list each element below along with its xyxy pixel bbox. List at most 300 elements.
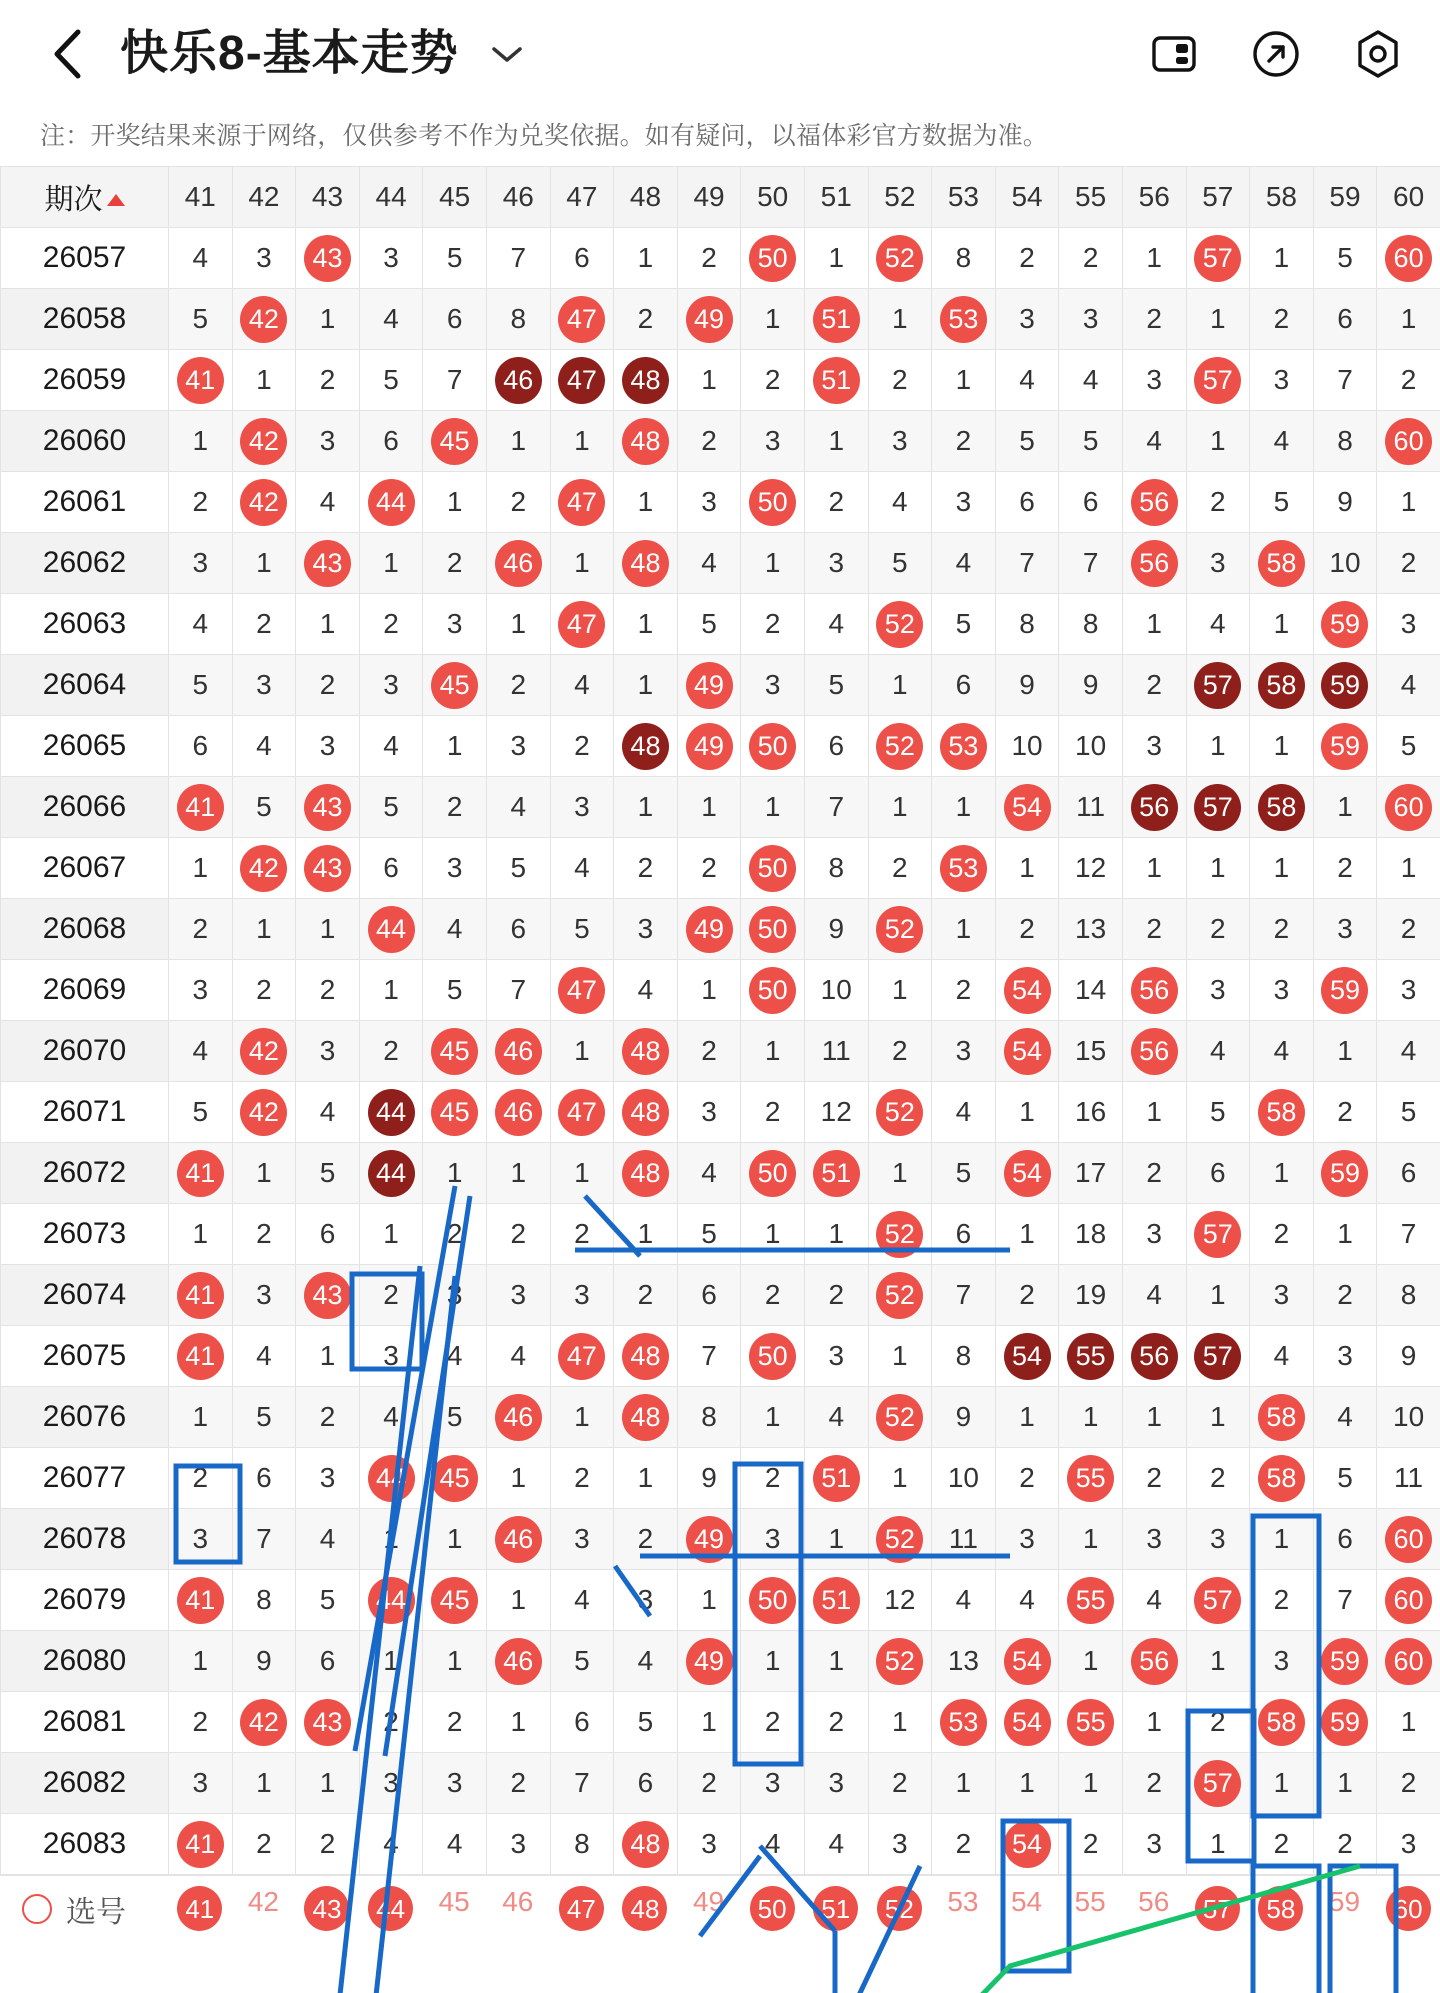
cell-42[interactable]: 3 xyxy=(232,655,296,716)
cell-44[interactable]: 2 xyxy=(359,1021,423,1082)
cell-55[interactable]: 19 xyxy=(1059,1265,1123,1326)
cell-49[interactable]: 2 xyxy=(677,1021,741,1082)
cell-57[interactable]: 1 xyxy=(1186,1265,1250,1326)
cell-45[interactable] xyxy=(423,1570,487,1631)
cell-59[interactable]: 2 xyxy=(1313,1814,1377,1875)
cell-47[interactable]: 2 xyxy=(550,716,614,777)
cell-43[interactable]: 3 xyxy=(296,716,360,777)
cell-45[interactable]: 2 xyxy=(423,533,487,594)
cell-41[interactable]: 1 xyxy=(169,1631,233,1692)
cell-53[interactable]: 7 xyxy=(932,1265,996,1326)
cell-46[interactable]: 1 xyxy=(486,411,550,472)
cell-41[interactable]: 5 xyxy=(169,655,233,716)
cell-51[interactable]: 8 xyxy=(804,838,868,899)
footer-number[interactable] xyxy=(550,1886,614,1931)
footer-number[interactable]: 45 xyxy=(438,1886,470,1917)
column-header-50[interactable]: 50 xyxy=(741,167,805,228)
cell-47[interactable] xyxy=(550,1326,614,1387)
cell-46[interactable]: 1 xyxy=(486,594,550,655)
cell-49[interactable]: 1 xyxy=(677,960,741,1021)
cell-54[interactable]: 2 xyxy=(995,228,1059,289)
cell-54[interactable] xyxy=(995,1143,1059,1204)
column-header-48[interactable]: 48 xyxy=(614,167,678,228)
cell-48[interactable]: 3 xyxy=(614,899,678,960)
table-row[interactable] xyxy=(1,960,1440,1021)
cell-52[interactable]: 3 xyxy=(868,1814,932,1875)
cell-58[interactable] xyxy=(1250,1692,1314,1753)
cell-46[interactable]: 8 xyxy=(486,289,550,350)
cell-54[interactable]: 3 xyxy=(995,1509,1059,1570)
cell-51[interactable]: 4 xyxy=(804,594,868,655)
cell-44[interactable]: 1 xyxy=(359,960,423,1021)
cell-53[interactable]: 2 xyxy=(932,1814,996,1875)
cell-49[interactable]: 6 xyxy=(677,1265,741,1326)
cell-59[interactable]: 5 xyxy=(1313,1448,1377,1509)
table-row[interactable] xyxy=(1,1143,1440,1204)
cell-57[interactable]: 3 xyxy=(1186,960,1250,1021)
cell-56[interactable]: 1 xyxy=(1122,1387,1186,1448)
cell-50[interactable] xyxy=(741,1143,805,1204)
cell-42[interactable] xyxy=(232,1021,296,1082)
cell-49[interactable] xyxy=(677,899,741,960)
title-group[interactable] xyxy=(120,27,525,80)
cell-52[interactable] xyxy=(868,228,932,289)
cell-56[interactable] xyxy=(1122,960,1186,1021)
column-header-52[interactable]: 52 xyxy=(868,167,932,228)
cell-47[interactable]: 1 xyxy=(550,533,614,594)
cell-57[interactable]: 4 xyxy=(1186,594,1250,655)
cell-55[interactable]: 15 xyxy=(1059,1021,1123,1082)
cell-46[interactable] xyxy=(486,1021,550,1082)
cell-56[interactable]: 1 xyxy=(1122,1692,1186,1753)
cell-46[interactable] xyxy=(486,350,550,411)
cell-52[interactable]: 2 xyxy=(868,1021,932,1082)
cell-60[interactable] xyxy=(1377,411,1440,472)
cell-54[interactable]: 3 xyxy=(995,289,1059,350)
cell-55[interactable]: 13 xyxy=(1059,899,1123,960)
cell-56[interactable]: 1 xyxy=(1122,838,1186,899)
cell-52[interactable] xyxy=(868,594,932,655)
cell-45[interactable]: 5 xyxy=(423,1387,487,1448)
cell-59[interactable]: 7 xyxy=(1313,1570,1377,1631)
cell-51[interactable]: 1 xyxy=(804,1631,868,1692)
table-row[interactable] xyxy=(1,1631,1440,1692)
cell-43[interactable]: 5 xyxy=(296,1143,360,1204)
cell-45[interactable]: 2 xyxy=(423,1204,487,1265)
table-row[interactable] xyxy=(1,777,1440,838)
cell-48[interactable] xyxy=(614,1143,678,1204)
cell-54[interactable] xyxy=(995,1692,1059,1753)
cell-57[interactable]: 2 xyxy=(1186,1448,1250,1509)
cell-48[interactable]: 1 xyxy=(614,1448,678,1509)
cell-50[interactable]: 2 xyxy=(741,350,805,411)
cell-58[interactable]: 1 xyxy=(1250,838,1314,899)
cell-53[interactable] xyxy=(932,838,996,899)
cell-41[interactable] xyxy=(169,1265,233,1326)
cell-50[interactable]: 3 xyxy=(741,655,805,716)
cell-52[interactable]: 2 xyxy=(868,350,932,411)
cell-46[interactable]: 5 xyxy=(486,838,550,899)
cell-46[interactable]: 1 xyxy=(486,1692,550,1753)
cell-55[interactable]: 3 xyxy=(1059,289,1123,350)
cell-52[interactable] xyxy=(868,1204,932,1265)
cell-50[interactable]: 3 xyxy=(741,411,805,472)
cell-50[interactable]: 3 xyxy=(741,1509,805,1570)
cell-59[interactable]: 2 xyxy=(1313,838,1377,899)
cell-60[interactable] xyxy=(1377,228,1440,289)
cell-42[interactable]: 3 xyxy=(232,228,296,289)
footer-number[interactable] xyxy=(740,1886,804,1931)
cell-54[interactable]: 10 xyxy=(995,716,1059,777)
cell-43[interactable]: 2 xyxy=(296,1814,360,1875)
cell-51[interactable] xyxy=(804,1570,868,1631)
cell-47[interactable]: 4 xyxy=(550,655,614,716)
cell-45[interactable] xyxy=(423,1021,487,1082)
column-header-53[interactable]: 53 xyxy=(932,167,996,228)
cell-47[interactable]: 3 xyxy=(550,777,614,838)
cell-45[interactable] xyxy=(423,655,487,716)
cell-57[interactable]: 1 xyxy=(1186,1814,1250,1875)
cell-57[interactable] xyxy=(1186,228,1250,289)
cell-50[interactable]: 1 xyxy=(741,533,805,594)
cell-53[interactable]: 9 xyxy=(932,1387,996,1448)
cell-55[interactable]: 18 xyxy=(1059,1204,1123,1265)
cell-41[interactable]: 2 xyxy=(169,472,233,533)
cell-42[interactable]: 1 xyxy=(232,899,296,960)
table-row[interactable] xyxy=(1,1509,1440,1570)
cell-47[interactable]: 4 xyxy=(550,1570,614,1631)
cell-42[interactable]: 1 xyxy=(232,533,296,594)
cell-59[interactable] xyxy=(1313,1631,1377,1692)
cell-52[interactable]: 1 xyxy=(868,1692,932,1753)
cell-47[interactable]: 8 xyxy=(550,1814,614,1875)
cell-47[interactable]: 2 xyxy=(550,1448,614,1509)
cell-51[interactable] xyxy=(804,1448,868,1509)
table-row[interactable] xyxy=(1,1814,1440,1875)
footer-number[interactable] xyxy=(1376,1886,1440,1931)
cell-49[interactable]: 3 xyxy=(677,1814,741,1875)
cell-42[interactable]: 1 xyxy=(232,350,296,411)
cell-55[interactable]: 5 xyxy=(1059,411,1123,472)
cell-47[interactable] xyxy=(550,289,614,350)
cell-47[interactable] xyxy=(550,472,614,533)
cell-41[interactable]: 1 xyxy=(169,1204,233,1265)
cell-57[interactable]: 2 xyxy=(1186,1692,1250,1753)
cell-43[interactable]: 1 xyxy=(296,899,360,960)
cell-43[interactable]: 3 xyxy=(296,1448,360,1509)
cell-57[interactable] xyxy=(1186,1326,1250,1387)
cell-55[interactable]: 6 xyxy=(1059,472,1123,533)
cell-49[interactable]: 5 xyxy=(677,594,741,655)
cell-50[interactable]: 1 xyxy=(741,289,805,350)
cell-46[interactable]: 2 xyxy=(486,472,550,533)
cell-54[interactable]: 2 xyxy=(995,1448,1059,1509)
cell-53[interactable]: 4 xyxy=(932,533,996,594)
cell-48[interactable]: 1 xyxy=(614,594,678,655)
footer-number[interactable]: 54 xyxy=(1010,1886,1043,1917)
cell-59[interactable]: 2 xyxy=(1313,1265,1377,1326)
cell-41[interactable]: 3 xyxy=(169,960,233,1021)
cell-58[interactable]: 1 xyxy=(1250,716,1314,777)
cell-59[interactable]: 6 xyxy=(1313,289,1377,350)
cell-51[interactable]: 9 xyxy=(804,899,868,960)
cell-44[interactable]: 2 xyxy=(359,1265,423,1326)
cell-48[interactable]: 2 xyxy=(614,838,678,899)
cell-41[interactable]: 4 xyxy=(169,1021,233,1082)
cell-58[interactable]: 2 xyxy=(1250,899,1314,960)
cell-58[interactable]: 1 xyxy=(1250,594,1314,655)
footer-number[interactable] xyxy=(613,1886,677,1931)
cell-57[interactable]: 1 xyxy=(1186,1387,1250,1448)
cell-43[interactable]: 2 xyxy=(296,960,360,1021)
cell-60[interactable] xyxy=(1377,777,1440,838)
cell-41[interactable]: 4 xyxy=(169,228,233,289)
cell-56[interactable]: 1 xyxy=(1122,1082,1186,1143)
cell-52[interactable] xyxy=(868,1082,932,1143)
cell-59[interactable]: 6 xyxy=(1313,1509,1377,1570)
cell-55[interactable]: 16 xyxy=(1059,1082,1123,1143)
cell-56[interactable]: 2 xyxy=(1122,289,1186,350)
cell-44[interactable]: 3 xyxy=(359,1326,423,1387)
cell-54[interactable]: 1 xyxy=(995,838,1059,899)
column-header-60[interactable]: 60 xyxy=(1377,167,1440,228)
cell-54[interactable]: 1 xyxy=(995,1387,1059,1448)
cell-49[interactable]: 1 xyxy=(677,1692,741,1753)
cell-59[interactable]: 1 xyxy=(1313,777,1377,838)
cell-54[interactable]: 1 xyxy=(995,1753,1059,1814)
cell-51[interactable]: 3 xyxy=(804,533,868,594)
cell-56[interactable] xyxy=(1122,533,1186,594)
cell-59[interactable] xyxy=(1313,1143,1377,1204)
cell-54[interactable]: 2 xyxy=(995,899,1059,960)
cell-60[interactable]: 5 xyxy=(1377,716,1440,777)
cell-47[interactable]: 5 xyxy=(550,899,614,960)
column-header-45[interactable]: 45 xyxy=(423,167,487,228)
cell-45[interactable]: 3 xyxy=(423,1265,487,1326)
cell-50[interactable] xyxy=(741,899,805,960)
cell-51[interactable]: 7 xyxy=(804,777,868,838)
cell-56[interactable] xyxy=(1122,1326,1186,1387)
cell-45[interactable]: 1 xyxy=(423,1631,487,1692)
cell-54[interactable]: 1 xyxy=(995,1204,1059,1265)
cell-52[interactable]: 1 xyxy=(868,289,932,350)
cell-45[interactable]: 4 xyxy=(423,1326,487,1387)
cell-59[interactable]: 1 xyxy=(1313,1753,1377,1814)
cell-50[interactable]: 2 xyxy=(741,1448,805,1509)
cell-57[interactable]: 3 xyxy=(1186,533,1250,594)
cell-56[interactable]: 3 xyxy=(1122,1509,1186,1570)
cell-54[interactable] xyxy=(995,960,1059,1021)
cell-58[interactable]: 3 xyxy=(1250,1265,1314,1326)
cell-55[interactable]: 11 xyxy=(1059,777,1123,838)
cell-60[interactable]: 3 xyxy=(1377,960,1440,1021)
cell-50[interactable] xyxy=(741,472,805,533)
cell-44[interactable] xyxy=(359,472,423,533)
cell-48[interactable] xyxy=(614,1387,678,1448)
cell-41[interactable]: 1 xyxy=(169,838,233,899)
cell-46[interactable]: 4 xyxy=(486,1326,550,1387)
cell-54[interactable]: 7 xyxy=(995,533,1059,594)
cell-42[interactable]: 5 xyxy=(232,1387,296,1448)
cell-53[interactable]: 11 xyxy=(932,1509,996,1570)
cell-48[interactable]: 2 xyxy=(614,289,678,350)
cell-56[interactable]: 1 xyxy=(1122,228,1186,289)
cell-42[interactable]: 3 xyxy=(232,1265,296,1326)
table-row[interactable] xyxy=(1,899,1440,960)
cell-41[interactable] xyxy=(169,350,233,411)
cell-59[interactable]: 7 xyxy=(1313,350,1377,411)
cell-50[interactable]: 1 xyxy=(741,1204,805,1265)
cell-42[interactable] xyxy=(232,1082,296,1143)
cell-44[interactable] xyxy=(359,899,423,960)
cell-51[interactable]: 2 xyxy=(804,1692,868,1753)
cell-45[interactable]: 5 xyxy=(423,228,487,289)
cell-60[interactable]: 4 xyxy=(1377,1021,1440,1082)
cell-60[interactable]: 9 xyxy=(1377,1326,1440,1387)
cell-46[interactable] xyxy=(486,533,550,594)
cell-44[interactable]: 2 xyxy=(359,594,423,655)
cell-41[interactable]: 3 xyxy=(169,1509,233,1570)
cell-45[interactable] xyxy=(423,411,487,472)
cell-47[interactable]: 1 xyxy=(550,1021,614,1082)
cell-53[interactable]: 3 xyxy=(932,472,996,533)
cell-55[interactable]: 7 xyxy=(1059,533,1123,594)
cell-49[interactable] xyxy=(677,1631,741,1692)
cell-56[interactable]: 4 xyxy=(1122,411,1186,472)
cell-56[interactable]: 1 xyxy=(1122,594,1186,655)
cell-50[interactable]: 2 xyxy=(741,1692,805,1753)
footer-number[interactable]: 42 xyxy=(247,1886,279,1917)
cell-43[interactable]: 2 xyxy=(296,1387,360,1448)
cell-55[interactable]: 1 xyxy=(1059,1509,1123,1570)
cell-49[interactable]: 1 xyxy=(677,777,741,838)
cell-52[interactable]: 4 xyxy=(868,472,932,533)
footer-number[interactable] xyxy=(1249,1886,1313,1931)
cell-58[interactable]: 5 xyxy=(1250,472,1314,533)
cell-54[interactable]: 2 xyxy=(995,1265,1059,1326)
cell-50[interactable]: 2 xyxy=(741,1265,805,1326)
cell-53[interactable]: 1 xyxy=(932,1753,996,1814)
cell-55[interactable] xyxy=(1059,1326,1123,1387)
cell-43[interactable] xyxy=(296,228,360,289)
table-row[interactable] xyxy=(1,1387,1440,1448)
cell-52[interactable] xyxy=(868,716,932,777)
cell-46[interactable]: 2 xyxy=(486,1753,550,1814)
cell-43[interactable]: 6 xyxy=(296,1631,360,1692)
cell-52[interactable]: 1 xyxy=(868,1326,932,1387)
cell-48[interactable]: 3 xyxy=(614,1570,678,1631)
cell-55[interactable]: 12 xyxy=(1059,838,1123,899)
column-header-46[interactable]: 46 xyxy=(486,167,550,228)
cell-56[interactable]: 2 xyxy=(1122,1143,1186,1204)
cell-59[interactable] xyxy=(1313,594,1377,655)
table-row[interactable] xyxy=(1,1021,1440,1082)
cell-51[interactable]: 10 xyxy=(804,960,868,1021)
settings-icon[interactable] xyxy=(1350,26,1406,82)
select-label-group[interactable] xyxy=(0,1887,168,1931)
cell-51[interactable]: 4 xyxy=(804,1814,868,1875)
cell-42[interactable]: 8 xyxy=(232,1570,296,1631)
cell-41[interactable]: 4 xyxy=(169,594,233,655)
cell-55[interactable]: 1 xyxy=(1059,1631,1123,1692)
cell-53[interactable]: 4 xyxy=(932,1082,996,1143)
cell-45[interactable]: 2 xyxy=(423,1692,487,1753)
cell-54[interactable]: 5 xyxy=(995,411,1059,472)
cell-58[interactable]: 3 xyxy=(1250,1631,1314,1692)
cell-56[interactable]: 3 xyxy=(1122,1204,1186,1265)
cell-57[interactable]: 1 xyxy=(1186,1631,1250,1692)
cell-41[interactable]: 5 xyxy=(169,289,233,350)
cell-58[interactable] xyxy=(1250,1082,1314,1143)
cell-44[interactable]: 6 xyxy=(359,411,423,472)
cell-46[interactable]: 3 xyxy=(486,1814,550,1875)
cell-57[interactable]: 1 xyxy=(1186,838,1250,899)
cell-58[interactable] xyxy=(1250,777,1314,838)
cell-48[interactable]: 4 xyxy=(614,960,678,1021)
cell-42[interactable]: 1 xyxy=(232,1753,296,1814)
cell-59[interactable] xyxy=(1313,960,1377,1021)
cell-42[interactable]: 2 xyxy=(232,960,296,1021)
cell-50[interactable] xyxy=(741,1326,805,1387)
column-header-issue[interactable] xyxy=(1,167,169,228)
cell-57[interactable]: 5 xyxy=(1186,1082,1250,1143)
cell-42[interactable]: 5 xyxy=(232,777,296,838)
cell-55[interactable] xyxy=(1059,1570,1123,1631)
cell-58[interactable]: 4 xyxy=(1250,1326,1314,1387)
cell-49[interactable]: 2 xyxy=(677,1753,741,1814)
cell-45[interactable]: 6 xyxy=(423,289,487,350)
cell-53[interactable]: 3 xyxy=(932,1021,996,1082)
cell-59[interactable]: 3 xyxy=(1313,899,1377,960)
footer-number[interactable] xyxy=(804,1886,868,1931)
column-header-59[interactable]: 59 xyxy=(1313,167,1377,228)
cell-53[interactable]: 5 xyxy=(932,1143,996,1204)
cell-50[interactable] xyxy=(741,1570,805,1631)
cell-44[interactable]: 4 xyxy=(359,1387,423,1448)
cell-41[interactable]: 6 xyxy=(169,716,233,777)
cell-50[interactable]: 1 xyxy=(741,1387,805,1448)
cell-60[interactable] xyxy=(1377,1631,1440,1692)
cell-60[interactable]: 10 xyxy=(1377,1387,1440,1448)
cell-42[interactable]: 7 xyxy=(232,1509,296,1570)
cell-44[interactable]: 1 xyxy=(359,533,423,594)
cell-58[interactable] xyxy=(1250,1387,1314,1448)
cell-50[interactable]: 3 xyxy=(741,1753,805,1814)
cell-58[interactable]: 3 xyxy=(1250,960,1314,1021)
cell-48[interactable] xyxy=(614,716,678,777)
cell-58[interactable] xyxy=(1250,533,1314,594)
cell-50[interactable] xyxy=(741,228,805,289)
cell-43[interactable]: 4 xyxy=(296,472,360,533)
cell-43[interactable]: 6 xyxy=(296,1204,360,1265)
cell-42[interactable]: 4 xyxy=(232,716,296,777)
cell-46[interactable] xyxy=(486,1082,550,1143)
cell-46[interactable] xyxy=(486,1387,550,1448)
cell-56[interactable]: 3 xyxy=(1122,1814,1186,1875)
column-header-58[interactable]: 58 xyxy=(1250,167,1314,228)
cell-41[interactable] xyxy=(169,1814,233,1875)
table-row[interactable] xyxy=(1,289,1440,350)
cell-58[interactable]: 4 xyxy=(1250,411,1314,472)
cell-58[interactable] xyxy=(1250,655,1314,716)
cell-49[interactable]: 2 xyxy=(677,228,741,289)
cell-43[interactable]: 3 xyxy=(296,1021,360,1082)
cell-58[interactable]: 1 xyxy=(1250,1143,1314,1204)
cell-59[interactable] xyxy=(1313,716,1377,777)
cell-51[interactable] xyxy=(804,1143,868,1204)
cell-49[interactable] xyxy=(677,1509,741,1570)
cell-43[interactable]: 1 xyxy=(296,1753,360,1814)
